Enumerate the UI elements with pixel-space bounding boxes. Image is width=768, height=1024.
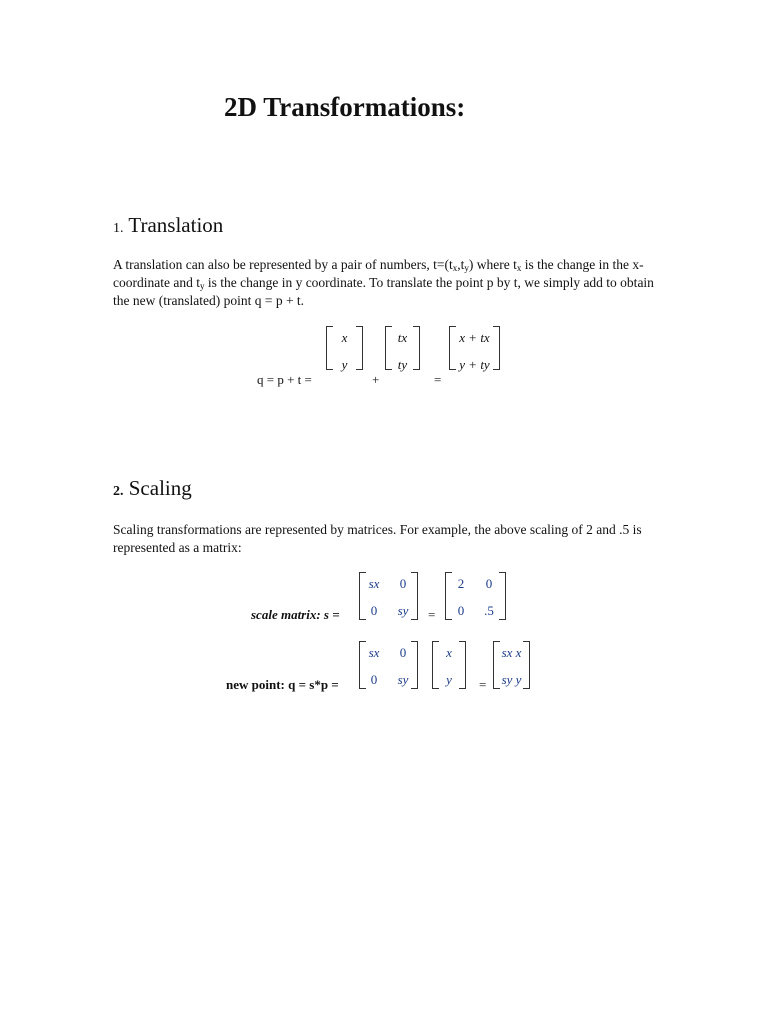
scale-matrix-symbolic-2 — [359, 641, 418, 689]
matrix-cell: 0 — [399, 645, 407, 660]
matrix-cell: y — [341, 357, 348, 372]
matrix-cell: sy y — [501, 672, 522, 687]
matrix-cell: ty — [397, 357, 408, 372]
matrix-cell: y — [446, 672, 452, 687]
point-vector-2 — [432, 641, 466, 689]
matrix-cell: 2 — [457, 576, 465, 591]
section-number: 1. — [113, 221, 124, 236]
section-title: Scaling — [128, 476, 192, 500]
equals-sign: = — [434, 372, 442, 387]
scale-matrix-symbolic — [359, 572, 418, 620]
matrix-cell: sx — [368, 576, 380, 591]
result-vector — [449, 326, 500, 370]
matrix-cell: x + tx — [459, 330, 490, 345]
equals-sign: = — [428, 607, 436, 622]
matrix-cell: y + ty — [459, 357, 490, 372]
section-heading-translation — [113, 213, 223, 238]
matrix-cell: sy — [397, 672, 409, 687]
matrix-cell: .5 — [484, 603, 494, 618]
section-heading-scaling — [113, 476, 192, 501]
matrix-cell: 0 — [485, 576, 493, 591]
point-vector — [326, 326, 363, 370]
matrix-cell: x — [446, 645, 452, 660]
matrix-cell: x — [341, 330, 348, 345]
translation-eq-label: q = p + t = — [257, 372, 312, 387]
plus-sign: + — [372, 372, 380, 387]
matrix-cell: tx — [397, 330, 408, 345]
result-vector-2 — [493, 641, 530, 689]
matrix-cell: sx — [368, 645, 380, 660]
matrix-cell: sy — [397, 603, 409, 618]
scaling-paragraph: Scaling transformations are represented by matrices. For example, the above scaling of 2 and .5 is represented as a matrix: — [113, 522, 642, 555]
new-point-label: new point: q = s*p = — [226, 677, 339, 692]
translation-paragraph: A translation can also be represented by a pair of numbers, $t=(t_x,t_y)$ where $t_x$ is the change in the x-coordinate and $t_y$ is the change in y coordinate. To translate the point p by t, we simply add to obtain the new (translated) point q = p + t. — [113, 257, 654, 308]
translation-vector — [385, 326, 420, 370]
page-title: 2D Transformations: — [224, 92, 466, 122]
matrix-cell: 0 — [457, 603, 465, 618]
scale-matrix-label: scale matrix: s = — [251, 607, 340, 622]
matrix-cell: 0 — [399, 576, 407, 591]
matrix-cell: sx x — [501, 645, 522, 660]
section-title: Translation — [128, 213, 224, 237]
equals-sign: = — [479, 677, 487, 692]
matrix-cell: 0 — [370, 672, 378, 687]
scale-matrix-numeric — [445, 572, 506, 620]
section-number: 2. — [113, 484, 124, 499]
matrix-cell: 0 — [370, 603, 378, 618]
